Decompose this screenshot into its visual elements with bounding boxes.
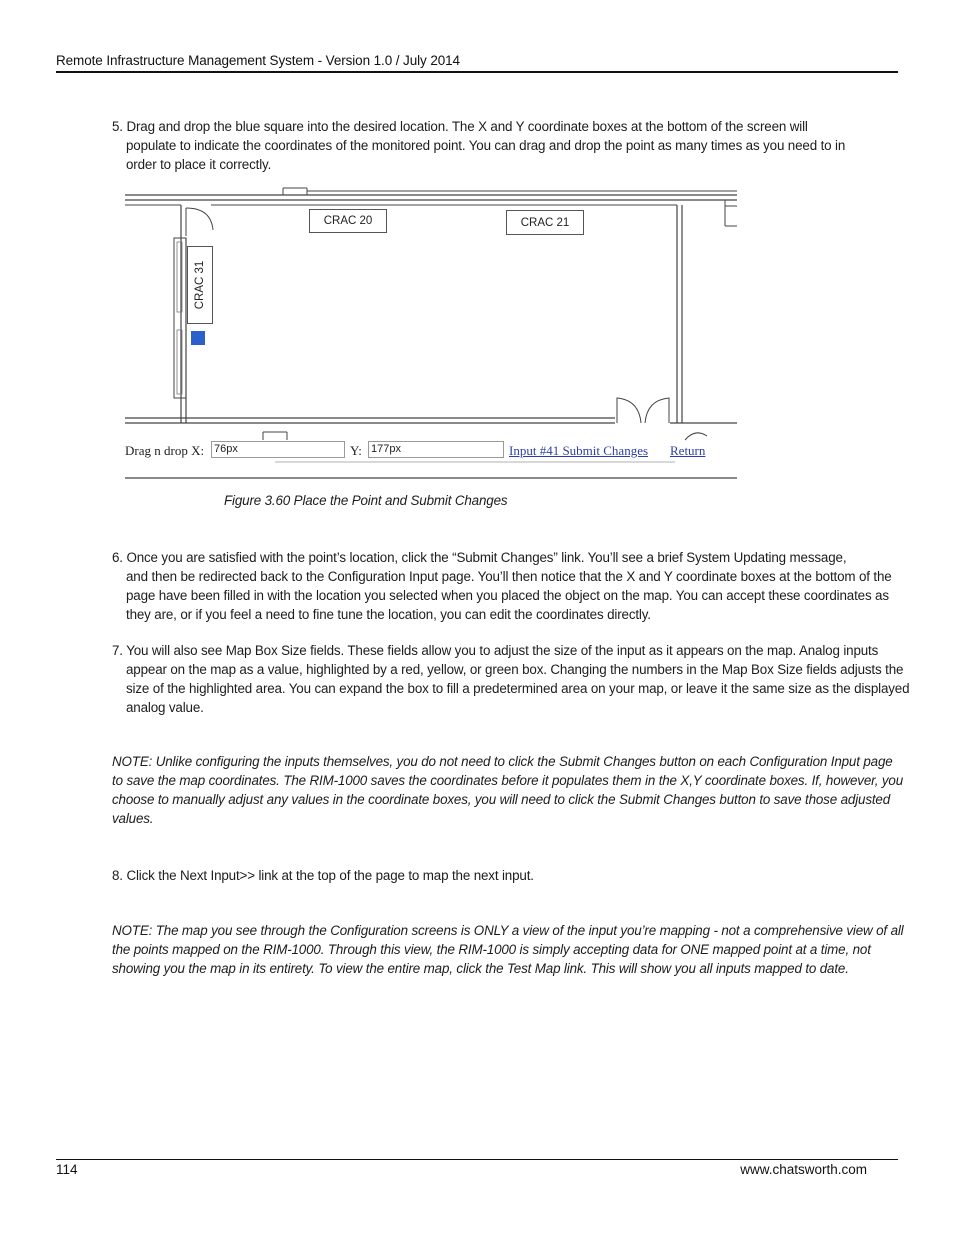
y-coordinate-input[interactable]: 177px	[368, 441, 504, 458]
return-link[interactable]: Return	[670, 443, 706, 458]
crac-31-unit	[187, 246, 213, 324]
submit-changes-link[interactable]: Input #41 Submit Changes	[509, 443, 649, 458]
step-6-paragraph	[112, 548, 902, 624]
y-coordinate-label: Y:	[350, 443, 362, 458]
step-6-line: page have been filled in with the location you selected when you placed the object on the map. You can accept these coordinates as	[126, 588, 889, 603]
step-6-line: and then be redirected back to the Configuration Input page. You’ll then notice that the X and Y coordinate boxes at the bottom of the	[126, 569, 892, 584]
crac-20-unit	[309, 209, 387, 233]
header-rule	[56, 71, 898, 73]
step-8-paragraph	[112, 866, 902, 885]
note-1-line: choose to manually adjust any values in the coordinate boxes, you will need to click the Submit Changes button to save those adjusted	[112, 792, 891, 807]
step-6-line: they are, or if you feel a need to fine tune the location, you can edit the coordinates directly.	[126, 607, 651, 622]
page-number: 114	[56, 1162, 78, 1177]
note-2-line: NOTE: The map you see through the Configuration screens is ONLY a view of the input you’re mapping - not a comprehensive view of all	[112, 923, 904, 938]
document-header-title: Remote Infrastructure Management System - Version 1.0 / July 2014	[56, 53, 460, 68]
footer-rule	[56, 1159, 898, 1160]
crac-20-label: CRAC 20	[323, 215, 373, 227]
floor-map-figure	[125, 178, 737, 480]
step-7-paragraph	[112, 641, 910, 717]
step-5-paragraph	[112, 117, 902, 174]
website-url: www.chatsworth.com	[740, 1162, 867, 1177]
step-7-line: appear on the map as a value, highlighted by a red, yellow, or green box. Changing the numbers in the Map Box Size fields adjusts the	[126, 662, 904, 677]
x-coordinate-input[interactable]: 76px	[211, 441, 345, 458]
step-8-line: 8. Click the Next Input>> link at the top of the page to map the next input.	[112, 868, 534, 883]
crac-21-unit	[506, 210, 584, 235]
crac-21-label: CRAC 21	[520, 216, 570, 229]
figure-caption: Figure 3.60 Place the Point and Submit Changes	[224, 493, 508, 508]
step-7-line: analog value.	[126, 700, 204, 715]
note-1-line: NOTE: Unlike configuring the inputs themselves, you do not need to click the Submit Changes button on each Configuration Input page	[112, 754, 893, 769]
note-1-line: to save the map coordinates. The RIM-1000 saves the coordinates before it populates them in the X,Y coordinate boxes. If, however, you	[112, 773, 904, 788]
step-5-line: order to place it correctly.	[126, 157, 272, 172]
crac-31-label: CRAC 31	[194, 260, 206, 310]
draggable-point-marker[interactable]	[191, 331, 205, 345]
step-7-line: size of the highlighted area. You can expand the box to fill a predetermined area on your map, or leave it the same size as the displayed	[126, 681, 910, 696]
note-coordinates-paragraph	[112, 752, 902, 828]
note-2-line: showing you the map in its entirety. To view the entire map, click the Test Map link. This will show you all inputs mapped to date.	[112, 961, 849, 976]
note-map-view-paragraph	[112, 921, 902, 978]
step-6-line: 6. Once you are satisfied with the point’s location, click the “Submit Changes” link. You’ll see a brief System Updating message,	[112, 550, 847, 565]
x-coordinate-label: Drag n drop X:	[125, 443, 205, 458]
step-7-line: 7. You will also see Map Box Size fields. These fields allow you to adjust the size of the input as it appears on the map. Analog inputs	[112, 643, 879, 658]
coordinate-form-row	[125, 440, 737, 462]
note-1-line: values.	[112, 811, 154, 826]
step-5-line: populate to indicate the coordinates of the monitored point. You can drag and drop the point as many times as you need to in	[126, 138, 846, 153]
step-5-line: 5. Drag and drop the blue square into the desired location. The X and Y coordinate boxes at the bottom of the screen will	[112, 119, 808, 134]
floor-map-drawing	[125, 178, 737, 480]
note-2-line: the points mapped on the RIM-1000. Through this view, the RIM-1000 is simply accepting data for ONE mapped point at a time, not	[112, 942, 871, 957]
